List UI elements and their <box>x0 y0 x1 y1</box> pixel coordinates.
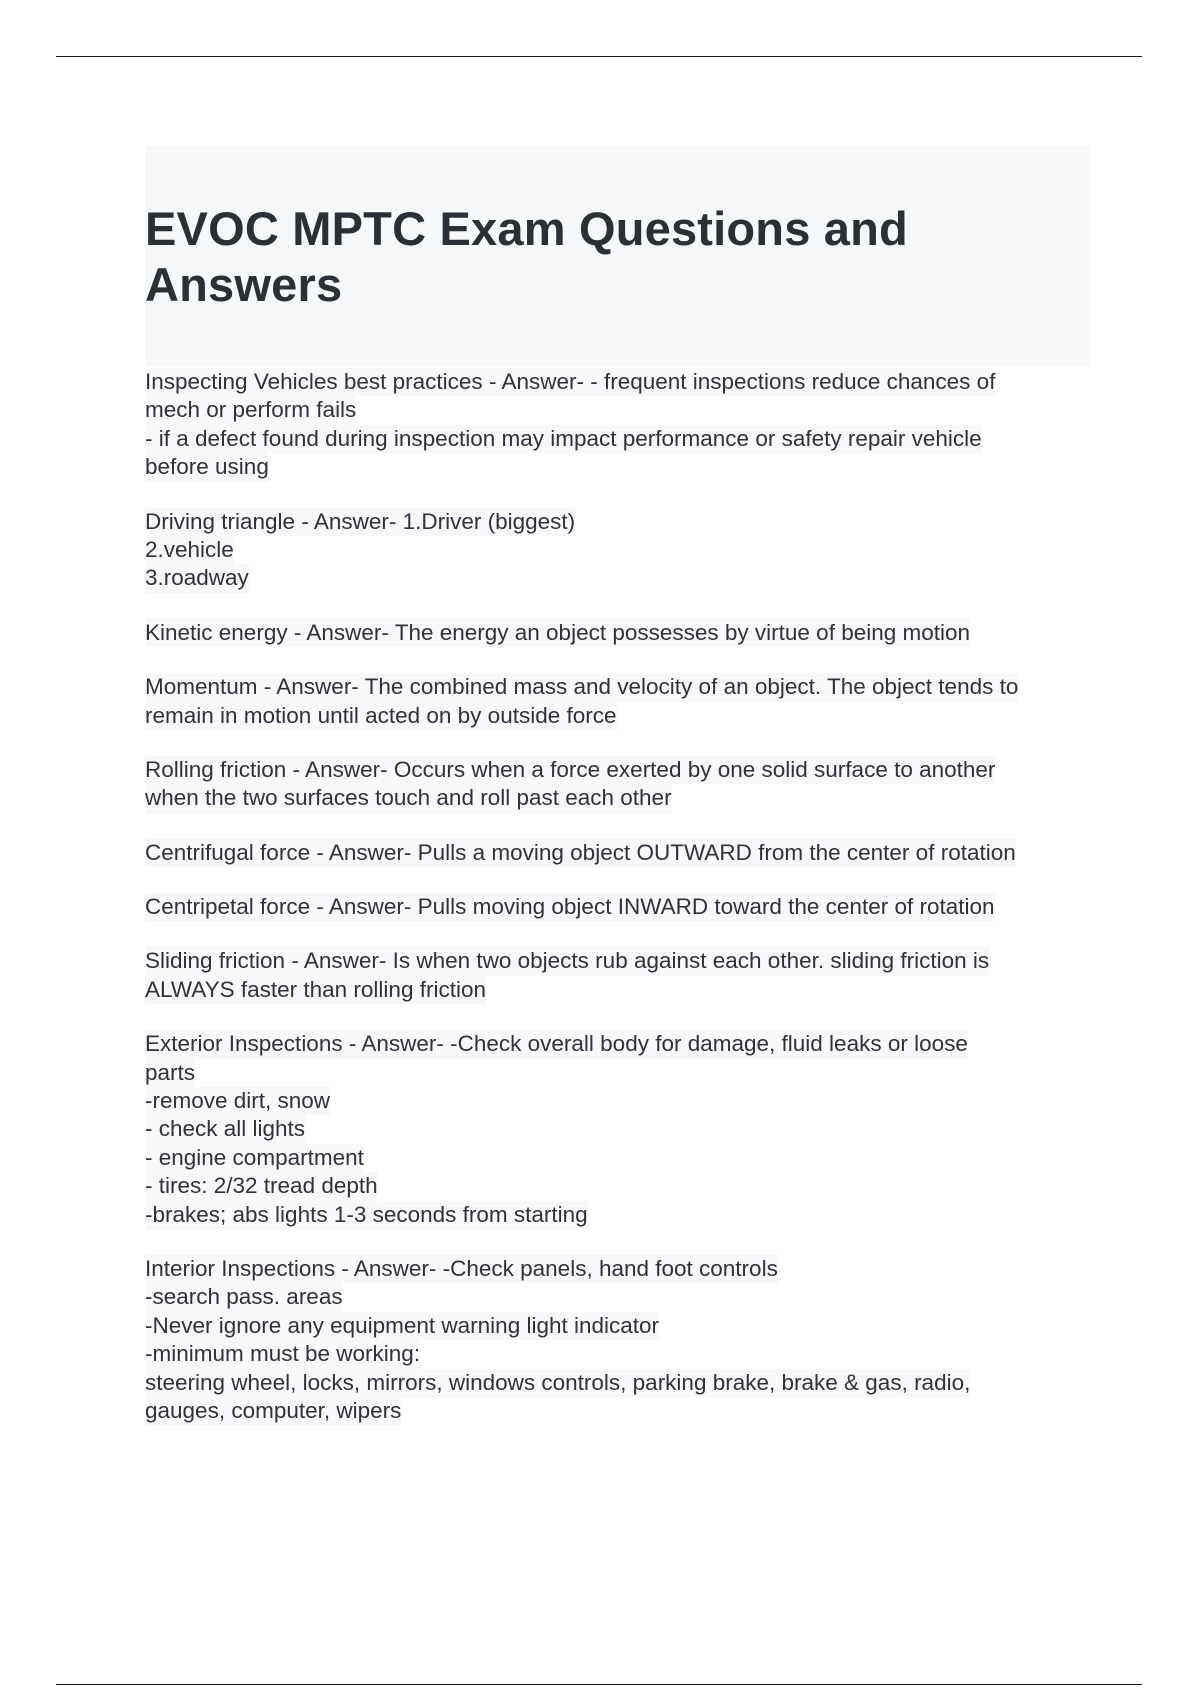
qa-line: 3.roadway <box>145 564 249 592</box>
qa-line-row <box>145 1312 1090 1340</box>
qa-line: Centripetal force - Answer- Pulls moving object INWARD toward the center of rotation <box>145 893 995 921</box>
qa-line-row <box>145 1201 1090 1229</box>
qa-entry <box>145 368 1090 482</box>
qa-line-row <box>145 1059 1090 1087</box>
qa-entry <box>145 947 1090 1004</box>
qa-line-row <box>145 976 1090 1004</box>
qa-line-row <box>145 1369 1090 1397</box>
qa-line: Interior Inspections - Answer- -Check panels, hand foot controls <box>145 1255 778 1283</box>
qa-line-row <box>145 1283 1090 1311</box>
qa-line-row <box>145 396 1090 424</box>
qa-line: -minimum must be working: <box>145 1340 420 1368</box>
qa-line: Centrifugal force - Answer- Pulls a moving object OUTWARD from the center of rotation <box>145 839 1016 867</box>
qa-line-row <box>145 756 1090 784</box>
title-block <box>145 146 1090 366</box>
qa-line-row <box>145 1115 1090 1143</box>
qa-line-row <box>145 839 1090 867</box>
qa-line: before using <box>145 453 269 481</box>
qa-line: -Never ignore any equipment warning light indicator <box>145 1312 659 1340</box>
title-line-1: EVOC MPTC Exam Questions and <box>145 202 908 255</box>
qa-entry <box>145 673 1090 730</box>
qa-line: mech or perform fails <box>145 396 356 424</box>
qa-line: Kinetic energy - Answer- The energy an object possesses by virtue of being motion <box>145 619 970 647</box>
qa-line: 2.vehicle <box>145 536 234 564</box>
qa-entry <box>145 508 1090 593</box>
qa-line: Exterior Inspections - Answer- -Check overall body for damage, fluid leaks or loose <box>145 1030 968 1058</box>
qa-line-row <box>145 1172 1090 1200</box>
qa-line-row <box>145 425 1090 453</box>
qa-line-row <box>145 368 1090 396</box>
top-rule <box>56 56 1142 57</box>
qa-entry <box>145 1030 1090 1229</box>
qa-line-row <box>145 619 1090 647</box>
qa-line: ALWAYS faster than rolling friction <box>145 976 486 1004</box>
title-line-2: Answers <box>145 258 343 311</box>
qa-line: Sliding friction - Answer- Is when two objects rub against each other. sliding friction is <box>145 947 989 975</box>
qa-line: - engine compartment <box>145 1144 364 1172</box>
qa-line-row <box>145 1255 1090 1283</box>
qa-line-row <box>145 673 1090 701</box>
qa-line: Inspecting Vehicles best practices - Answer- - frequent inspections reduce chances of <box>145 368 995 396</box>
qa-entry <box>145 756 1090 813</box>
qa-line-row <box>145 536 1090 564</box>
qa-line-row <box>145 508 1090 536</box>
qa-line-row <box>145 784 1090 812</box>
qa-line: -remove dirt, snow <box>145 1087 330 1115</box>
qa-line-row <box>145 893 1090 921</box>
qa-line: parts <box>145 1059 195 1087</box>
qa-line: - check all lights <box>145 1115 305 1143</box>
qa-list <box>145 368 1090 1425</box>
qa-line: steering wheel, locks, mirrors, windows controls, parking brake, brake & gas, radio, <box>145 1369 970 1397</box>
qa-line: Rolling friction - Answer- Occurs when a force exerted by one solid surface to another <box>145 756 995 784</box>
qa-entry <box>145 619 1090 647</box>
document-content <box>145 146 1090 1451</box>
qa-line-row <box>145 1340 1090 1368</box>
qa-entry <box>145 1255 1090 1425</box>
qa-line-row <box>145 1144 1090 1172</box>
qa-line-row <box>145 947 1090 975</box>
page-title <box>145 201 1090 313</box>
qa-line-row <box>145 564 1090 592</box>
qa-line: -search pass. areas <box>145 1283 343 1311</box>
qa-line: - if a defect found during inspection may impact performance or safety repair vehicle <box>145 425 982 453</box>
qa-line: Driving triangle - Answer- 1.Driver (biggest) <box>145 508 575 536</box>
qa-line: -brakes; abs lights 1-3 seconds from starting <box>145 1201 588 1229</box>
qa-line-row <box>145 1030 1090 1058</box>
qa-line: gauges, computer, wipers <box>145 1397 401 1425</box>
qa-line: Momentum - Answer- The combined mass and velocity of an object. The object tends to <box>145 673 1018 701</box>
qa-line-row <box>145 1397 1090 1425</box>
qa-entry <box>145 839 1090 867</box>
qa-line-row <box>145 453 1090 481</box>
qa-line: remain in motion until acted on by outside force <box>145 702 617 730</box>
qa-line: when the two surfaces touch and roll past each other <box>145 784 672 812</box>
qa-line: - tires: 2/32 tread depth <box>145 1172 378 1200</box>
qa-entry <box>145 893 1090 921</box>
qa-line-row <box>145 1087 1090 1115</box>
qa-line-row <box>145 702 1090 730</box>
bottom-rule <box>56 1684 1142 1685</box>
